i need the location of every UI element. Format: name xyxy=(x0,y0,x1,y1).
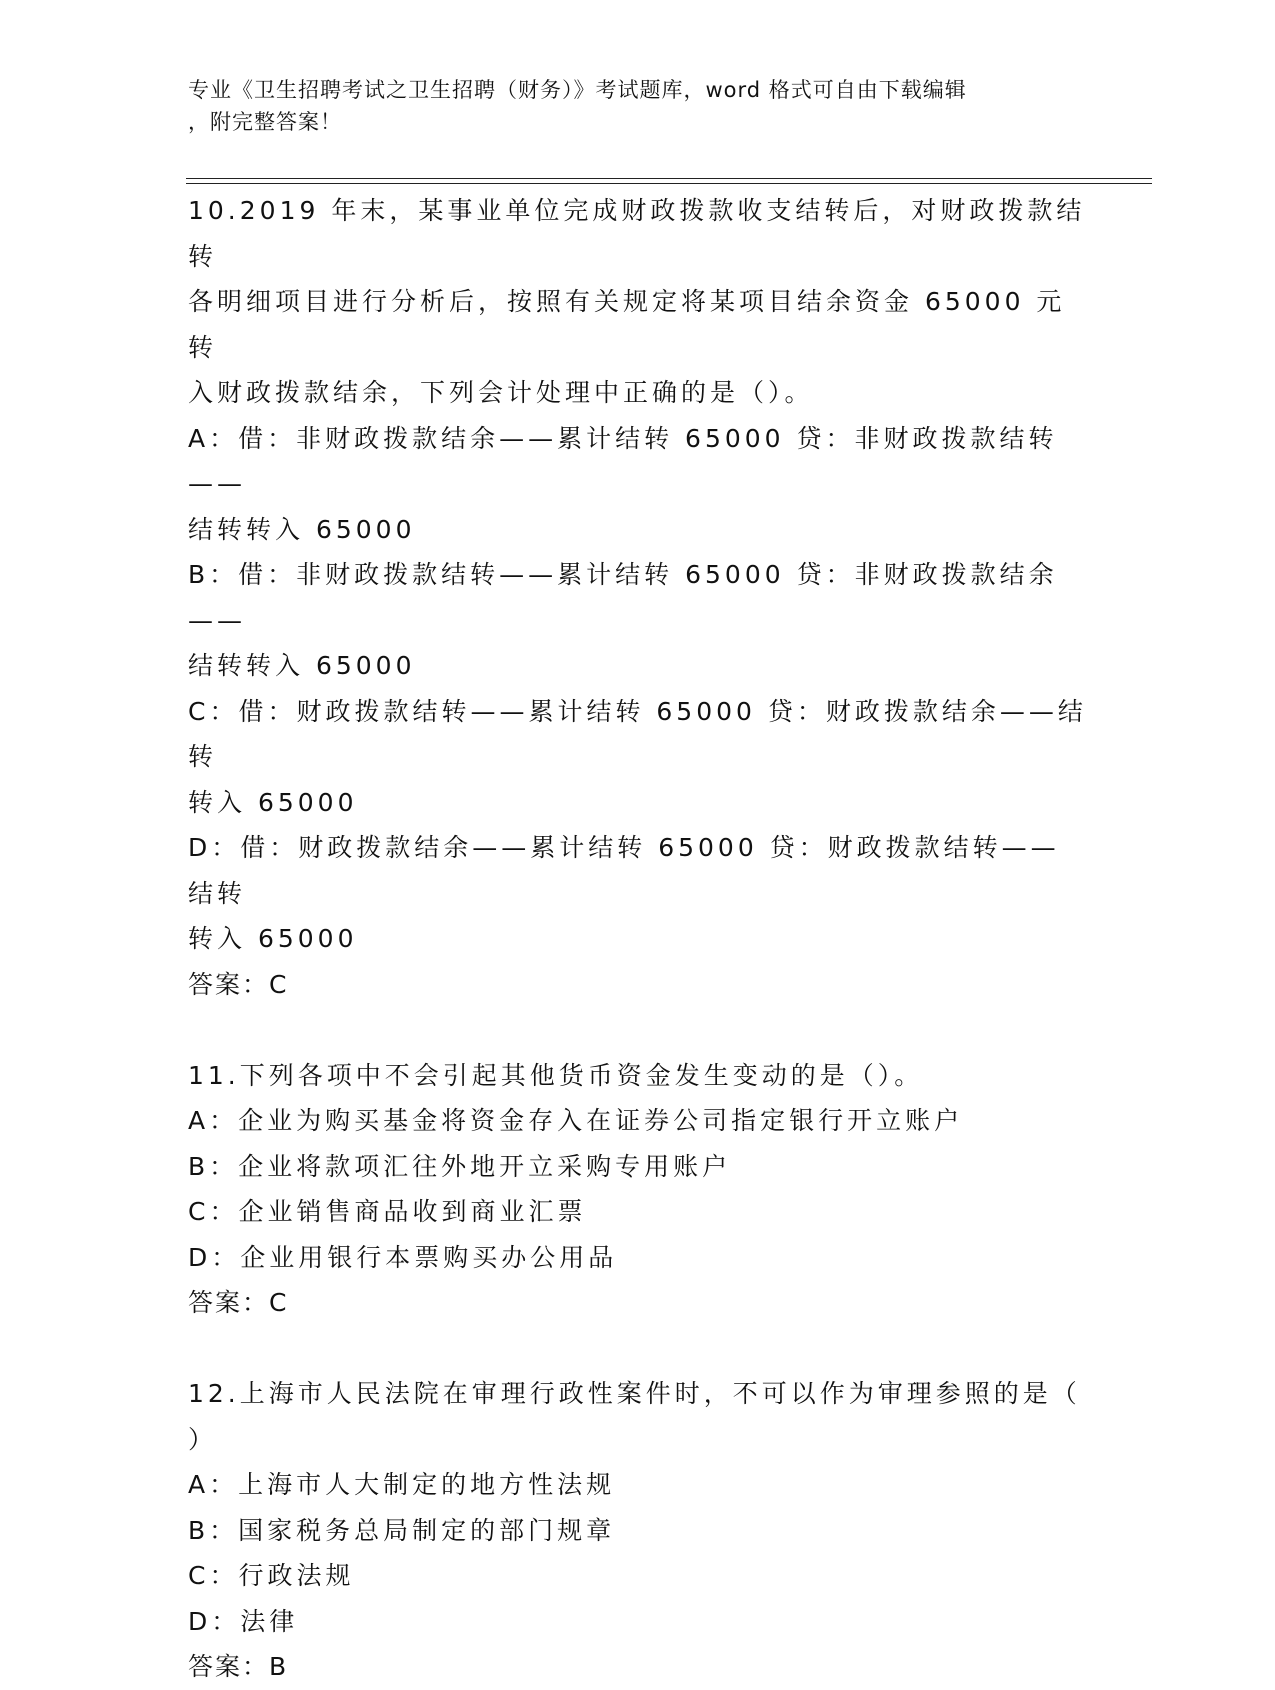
question-stem-line: 12.上海市人民法院在审理行政性案件时，不可以作为审理参照的是（ xyxy=(188,1379,1081,1408)
option-b: B：企业将款项汇往外地开立采购专用账户 xyxy=(188,1151,732,1181)
option-c: C：企业销售商品收到商业汇票 xyxy=(188,1197,587,1226)
header-line-1: 专业《卫生招聘考试之卫生招聘（财务）》考试题库，word 格式可自由下载编辑 xyxy=(188,78,967,102)
question-gap xyxy=(188,1326,1088,1372)
question-stem-line: 入财政拨款结余，下列会计处理中正确的是（）。 xyxy=(188,378,814,407)
option-d: D：法律 xyxy=(188,1606,299,1636)
header-line-2: ，附完整答案！ xyxy=(188,110,342,134)
option-d: D：企业用银行本票购买办公用品 xyxy=(188,1242,618,1272)
question-11 xyxy=(188,1053,1088,1326)
option-a-continued: 结转转入 65000 xyxy=(188,514,416,544)
option-a: A：借：非财政拨款结余——累计结转 65000 贷：非财政拨款结转—— xyxy=(188,423,1058,498)
question-12 xyxy=(188,1371,1088,1690)
question-stem-line: 各明细项目进行分析后，按照有关规定将某项目结余资金 65000 元转 xyxy=(188,287,1066,362)
question-stem-line: ） xyxy=(188,1424,218,1454)
option-d-continued: 转入 65000 xyxy=(188,924,358,953)
option-b-continued: 结转转入 65000 xyxy=(188,651,416,680)
question-list xyxy=(188,188,1088,1690)
question-gap xyxy=(188,1007,1088,1053)
question-10 xyxy=(188,188,1088,1007)
answer: 答案：C xyxy=(188,1288,289,1317)
option-c-continued: 转入 65000 xyxy=(188,787,358,817)
answer: 答案：C xyxy=(188,969,289,999)
option-a: A：企业为购买基金将资金存入在证券公司指定银行开立账户 xyxy=(188,1106,964,1135)
option-b: B：借：非财政拨款结转——累计结转 65000 贷：非财政拨款结余—— xyxy=(188,560,1058,635)
option-a: A：上海市人大制定的地方性法规 xyxy=(188,1470,616,1499)
header-rule-top xyxy=(186,178,1152,179)
option-c: C：借：财政拨款结转——累计结转 65000 贷：财政拨款结余——结转 xyxy=(188,696,1087,771)
option-c: C：行政法规 xyxy=(188,1561,355,1590)
answer: 答案：B xyxy=(188,1652,289,1681)
question-stem-line: 11.下列各项中不会引起其他货币资金发生变动的是（）。 xyxy=(188,1060,924,1090)
header-rule-bottom xyxy=(186,183,1152,184)
question-stem-line: 10.2019 年末，某事业单位完成财政拨款收支结转后，对财政拨款结转 xyxy=(188,196,1086,271)
option-d: D：借：财政拨款结余——累计结转 65000 贷：财政拨款结转——结转 xyxy=(188,833,1060,908)
option-b: B：国家税务总局制定的部门规章 xyxy=(188,1515,616,1545)
document-header xyxy=(188,74,1088,138)
